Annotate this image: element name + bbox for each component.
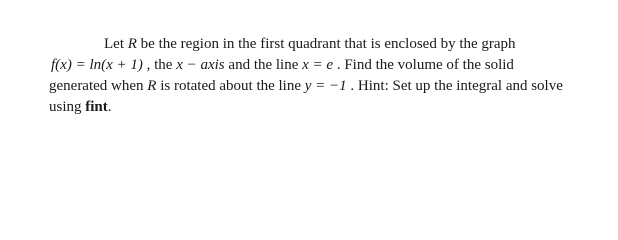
line-x-equals-e: x = e [302, 57, 334, 73]
problem-line-3 [49, 76, 563, 97]
problem-line-1 [104, 34, 516, 55]
problem-line-2 [51, 55, 514, 76]
fint-command: fint [85, 99, 108, 115]
line3-text-mid: is rotated about the line [156, 78, 305, 94]
line1-text-start: Let [104, 36, 128, 52]
region-variable-2: R [147, 78, 157, 94]
x-axis-expression: x − axis [176, 57, 225, 73]
line4-text-end: . [107, 99, 112, 115]
function-expression: f(x) = ln(x + 1) [51, 57, 143, 73]
line-y-equals-minus-one: y = −1 [304, 78, 347, 94]
line3-text-start: generated when [49, 78, 148, 94]
line2-text-b: and the line [224, 57, 303, 73]
line2-text-a: , the [142, 57, 177, 73]
line2-text-end: . Find the volume of the solid [333, 57, 514, 73]
line3-text-end: . Hint: Set up the integral and solve [346, 78, 563, 94]
line1-text-end: be the region in the first quadrant that is enclosed by the graph [136, 36, 516, 52]
line4-text-start: using [49, 99, 86, 115]
region-variable: R [127, 36, 137, 52]
problem-line-4 [49, 97, 112, 118]
